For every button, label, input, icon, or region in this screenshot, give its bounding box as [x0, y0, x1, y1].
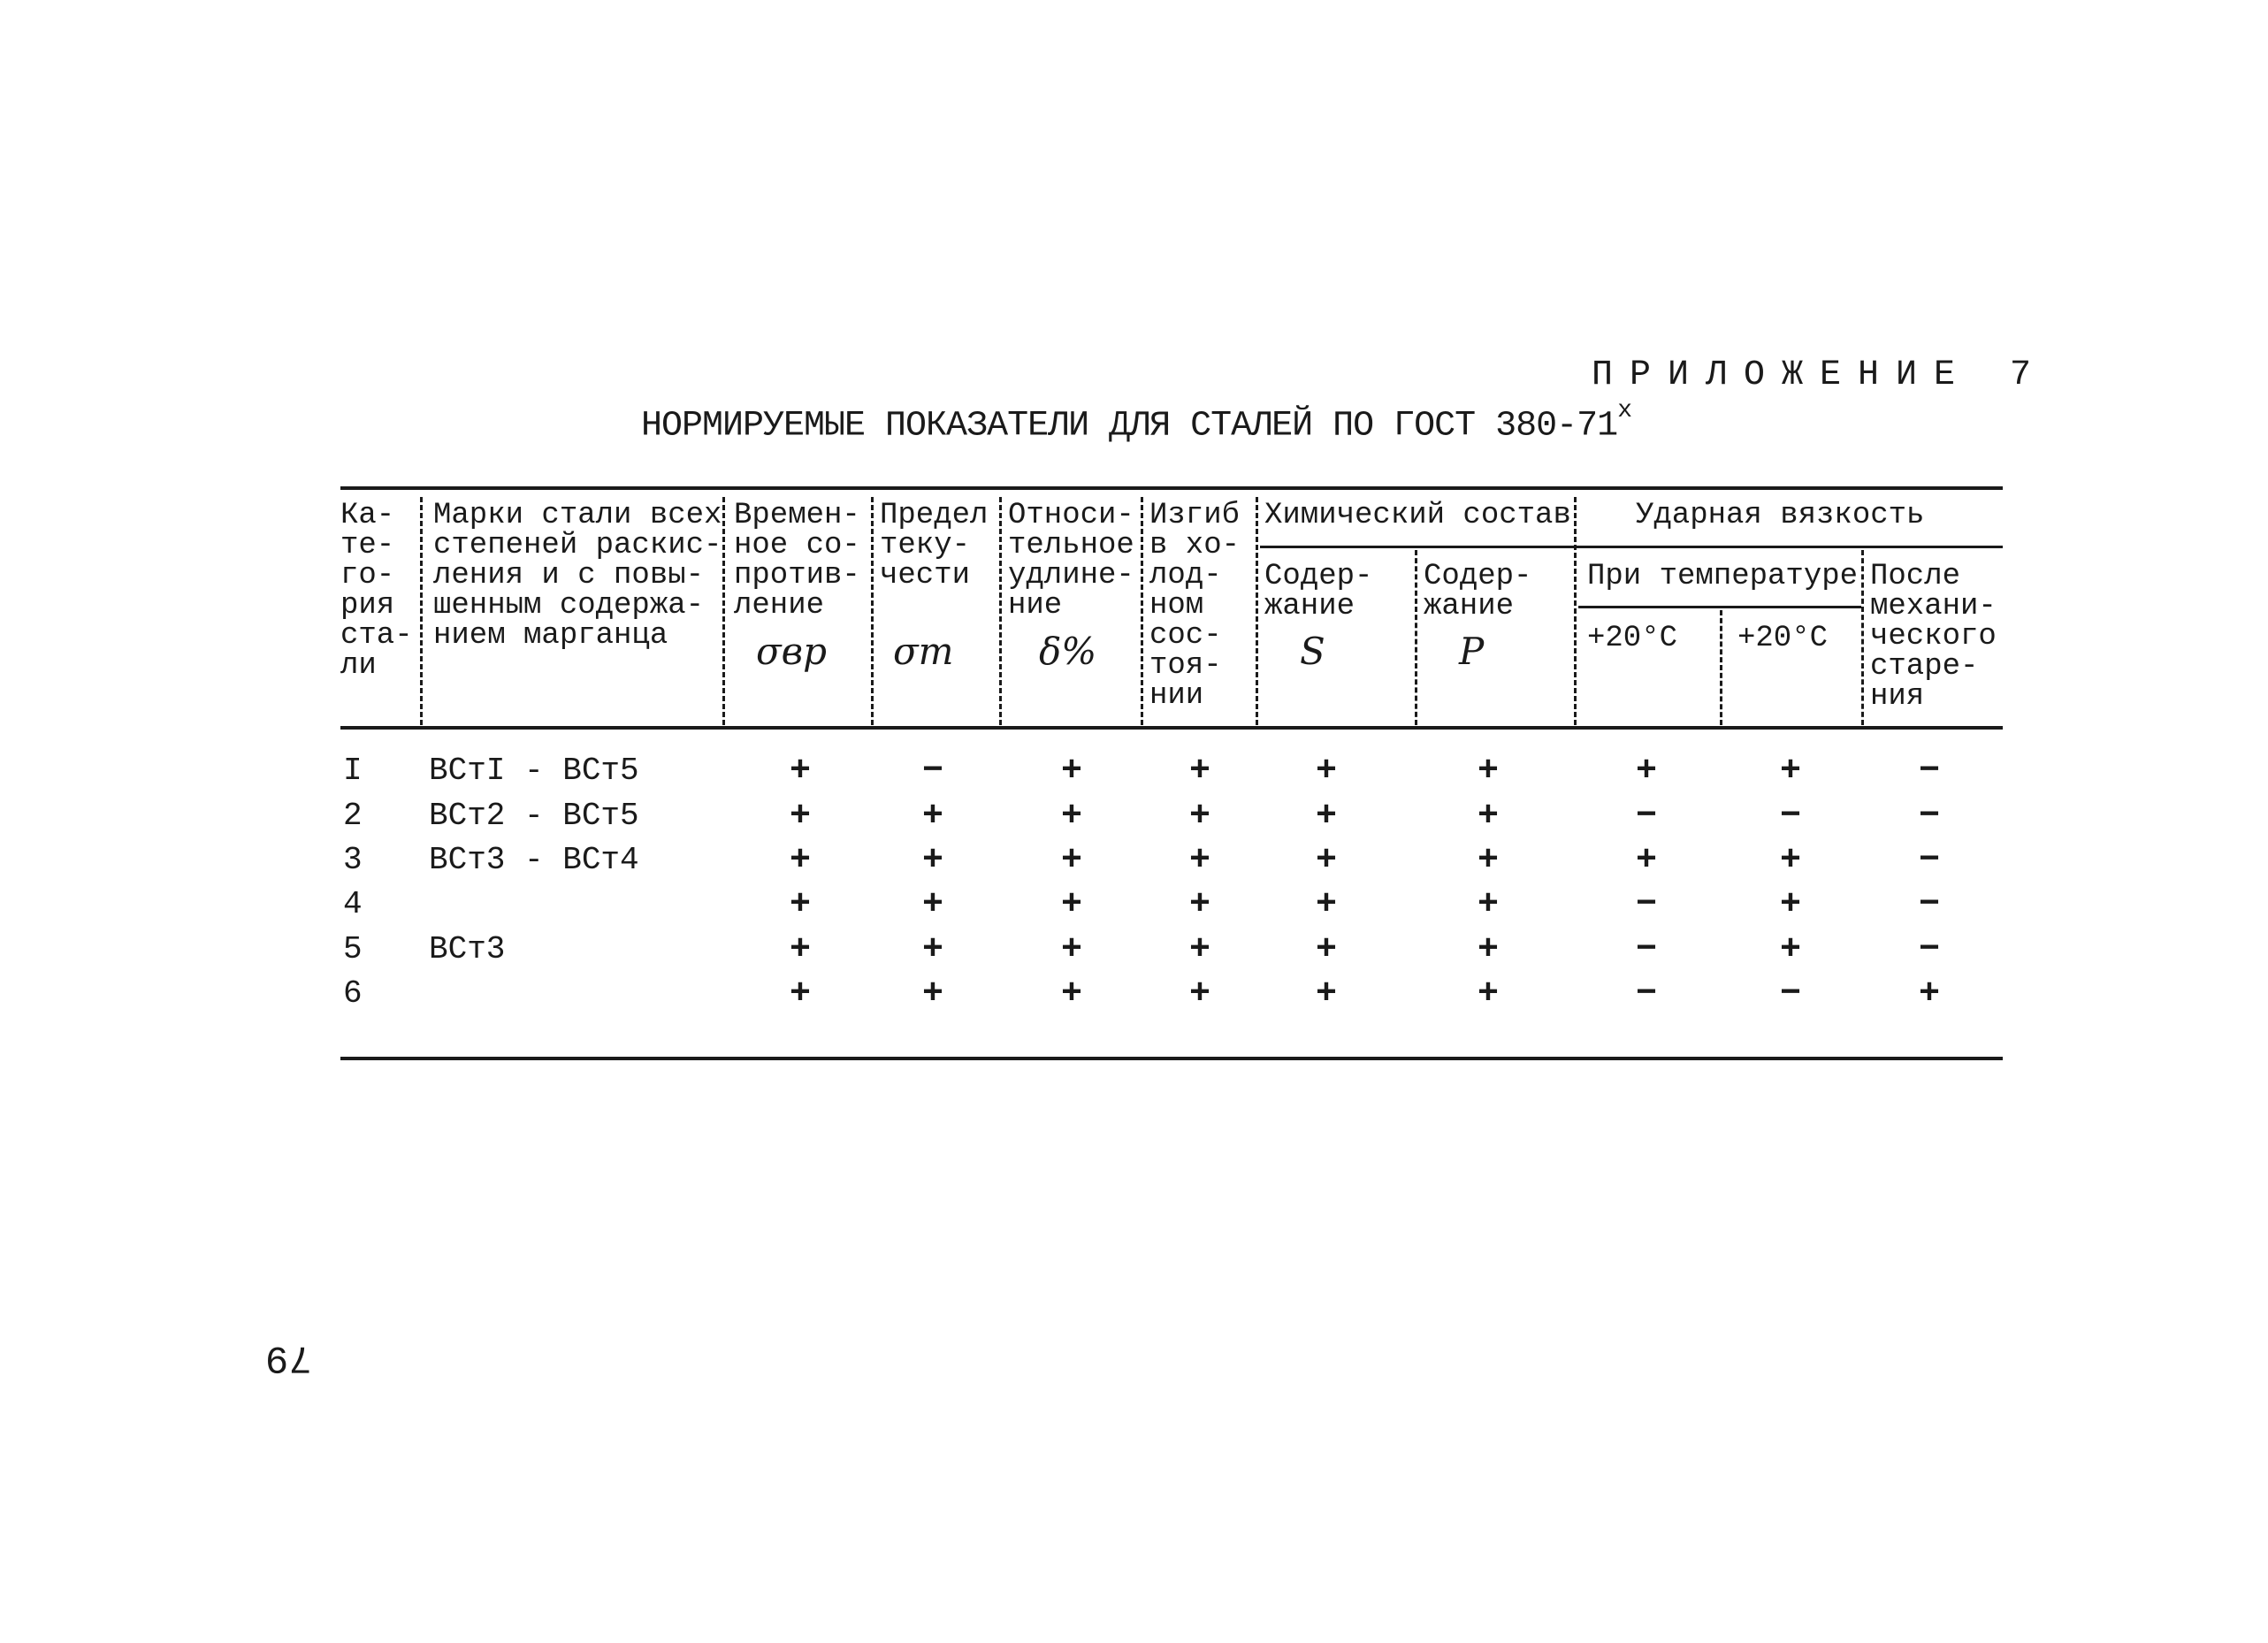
table-top-rule: [340, 486, 2003, 490]
category-cell: I: [343, 753, 363, 789]
header-steel-grades: Марки стали всех степеней раскис- ления и с повы- шенным содержа- нием марганца: [433, 499, 722, 653]
category-cell: 5: [343, 931, 363, 967]
header-cold-bend: Изгиб в хо- лод- ном сос- тоя- нии: [1149, 499, 1241, 713]
mark-cell: −: [1779, 797, 1802, 837]
title-superscript: x: [1617, 397, 1631, 424]
mark-cell: +: [1060, 885, 1083, 925]
page-number: 79: [265, 1335, 312, 1379]
tensile-symbol: σвр: [756, 630, 828, 673]
col-divider: [1141, 497, 1143, 725]
mark-cell: +: [1188, 885, 1211, 925]
mark-cell: +: [1477, 797, 1500, 837]
mark-cell: +: [921, 885, 944, 925]
mark-cell: +: [1188, 974, 1211, 1014]
mark-cell: +: [1060, 752, 1083, 791]
table-bottom-rule: [340, 1057, 2003, 1060]
mark-cell: −: [1635, 797, 1658, 837]
mark-cell: +: [1477, 930, 1500, 970]
mark-cell: +: [1188, 752, 1211, 791]
sulfur-symbol: S: [1300, 630, 1325, 673]
mark-cell: +: [1060, 797, 1083, 837]
header-temp-1: +20°С: [1587, 622, 1678, 655]
category-cell: 4: [343, 886, 363, 922]
title-text: НОРМИРУЕМЫЕ ПОКАЗАТЕЛИ ДЛЯ СТАЛЕЙ ПО ГОСТ 380-71: [641, 406, 1618, 447]
col-divider: [1720, 610, 1722, 725]
category-cell: 6: [343, 975, 363, 1012]
mark-cell: −: [1918, 885, 1941, 925]
mark-cell: +: [921, 974, 944, 1014]
col-divider: [1861, 550, 1864, 725]
grade-cell: ВСт2 - ВСт5: [429, 798, 639, 834]
grade-cell: ВСтI - ВСт5: [429, 753, 639, 789]
header-impact-toughness: Ударная вязкость: [1636, 499, 1925, 532]
col-divider: [722, 497, 725, 725]
grade-cell: ВСт3 - ВСт4: [429, 842, 639, 878]
mark-cell: +: [1188, 841, 1211, 881]
col-divider: [1574, 497, 1577, 725]
header-after-aging: После механи- ческого старе- ния: [1870, 560, 1997, 714]
mark-cell: +: [1315, 930, 1338, 970]
mark-cell: +: [789, 752, 812, 791]
mark-cell: +: [1477, 885, 1500, 925]
mark-cell: −: [1635, 974, 1658, 1014]
mark-cell: −: [1918, 841, 1941, 881]
mark-cell: +: [921, 797, 944, 837]
elongation-symbol: δ%: [1039, 630, 1097, 673]
mark-cell: +: [1477, 752, 1500, 791]
mark-cell: +: [1315, 974, 1338, 1014]
yield-symbol: σт: [893, 630, 954, 673]
mark-cell: −: [1918, 797, 1941, 837]
mark-cell: −: [1635, 885, 1658, 925]
mark-cell: +: [1635, 841, 1658, 881]
category-cell: 3: [343, 842, 363, 878]
header-elongation: Относи- тельное удлине- ние: [1008, 499, 1134, 623]
mark-cell: −: [1918, 752, 1941, 791]
mark-cell: +: [1779, 752, 1802, 791]
mark-cell: +: [1477, 841, 1500, 881]
mark-cell: +: [921, 841, 944, 881]
col-divider: [999, 497, 1002, 725]
mark-cell: +: [1918, 974, 1941, 1014]
mark-cell: +: [1779, 841, 1802, 881]
header-chemical-composition: Химический состав: [1264, 499, 1571, 532]
mark-cell: +: [1779, 930, 1802, 970]
col-divider: [871, 497, 874, 725]
page-title: [641, 397, 1631, 447]
col-divider: [420, 497, 423, 725]
mark-cell: +: [789, 974, 812, 1014]
mark-cell: +: [1060, 841, 1083, 881]
mark-cell: +: [1315, 797, 1338, 837]
mark-cell: +: [1060, 930, 1083, 970]
mark-cell: −: [1918, 930, 1941, 970]
mark-cell: +: [1315, 841, 1338, 881]
header-temp-2: +20°С: [1737, 622, 1829, 655]
header-tensile-strength: Времен- ное со- против- ление: [734, 499, 860, 623]
category-cell: 2: [343, 798, 363, 834]
mark-cell: +: [1188, 797, 1211, 837]
mark-cell: −: [921, 752, 944, 791]
mark-cell: +: [1060, 974, 1083, 1014]
header-at-temperature: При температуре: [1587, 560, 1859, 593]
appendix-label: ПРИЛОЖЕНИЕ 7: [1592, 355, 2049, 395]
mark-cell: +: [789, 930, 812, 970]
mark-cell: +: [1315, 752, 1338, 791]
mark-cell: −: [1635, 930, 1658, 970]
temp-sub-rule: [1578, 606, 1861, 608]
chem-sub-rule: [1260, 546, 2003, 548]
mark-cell: +: [1779, 885, 1802, 925]
phosphorus-symbol: P: [1459, 630, 1485, 673]
header-phosphorus-content: Содер- жание: [1424, 560, 1532, 623]
header-sulfur-content: Содер- жание: [1264, 560, 1373, 623]
header-category: Ка- те- го- рия ста- ли: [340, 499, 413, 683]
mark-cell: +: [789, 885, 812, 925]
mark-cell: +: [1188, 930, 1211, 970]
mark-cell: −: [1779, 974, 1802, 1014]
mark-cell: +: [789, 797, 812, 837]
mark-cell: +: [789, 841, 812, 881]
grade-cell: ВСт3: [429, 931, 506, 967]
mark-cell: +: [1477, 974, 1500, 1014]
mark-cell: +: [1315, 885, 1338, 925]
col-divider: [1256, 497, 1258, 725]
header-yield-point: Предел теку- чести: [880, 499, 989, 592]
col-divider: [1415, 550, 1417, 725]
header-bottom-rule: [340, 726, 2003, 730]
mark-cell: +: [1635, 752, 1658, 791]
mark-cell: +: [921, 930, 944, 970]
